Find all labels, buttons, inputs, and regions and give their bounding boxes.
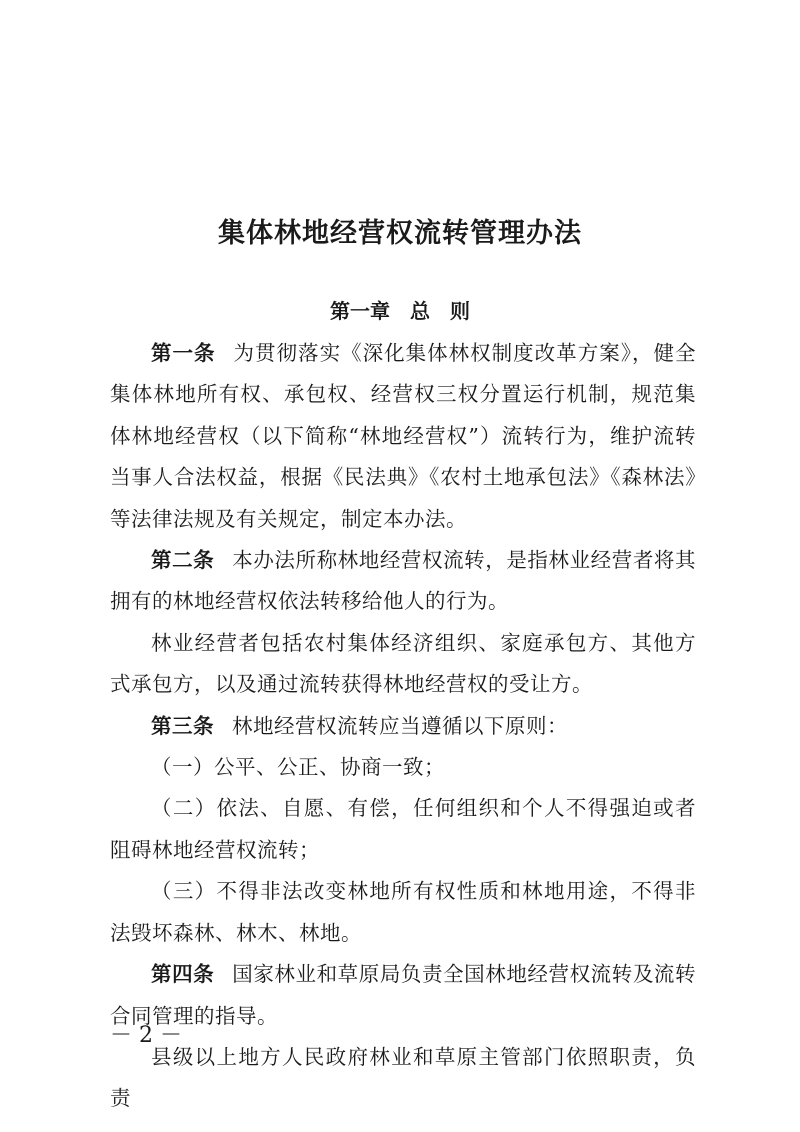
chapter-name: 总 则 [410, 299, 470, 323]
paragraph-text: 林业经营者包括农村集体经济组织、家庭承包方、其他方式承包方，以及通过流转获得林地经营权的受让方。 [110, 630, 696, 697]
paragraph-text: 县级以上地方人民政府林业和草原主管部门依照职责，负责 [110, 1044, 696, 1111]
paragraph-text: 林地经营权流转应当遵循以下原则： [232, 713, 568, 738]
document-title: 集体林地经营权流转管理办法 [218, 218, 582, 249]
article-label: 第四条 [151, 962, 215, 987]
page-number: － 2 － [110, 1023, 182, 1048]
paragraph-4 [110, 706, 696, 747]
chapter-label: 第一章 [330, 299, 390, 323]
document-body [110, 333, 696, 1120]
paragraph-3 [110, 623, 696, 706]
paragraph-text: （三）不得非法改变林地所有权性质和林地用途，不得非法毁坏森林、林木、林地。 [110, 879, 696, 945]
paragraph-7 [110, 871, 696, 954]
article-label: 第二条 [151, 548, 215, 573]
paragraph-text: （一）公平、公正、协商一致； [151, 755, 445, 780]
paragraph-text: 为贯彻落实《深化集体林权制度改革方案》，健全集体林地所有权、承包权、经营权三权分置运行机制，规范集体林地经营权（以下简称“林地经营权”）流转行为，维护流转当事人合法权益，根据《民法典》《农村土地承包法》《森林法》等法律法规及有关规定，制定本办法。 [110, 341, 696, 531]
paragraph-text: 国家林业和草原局负责全国林地经营权流转及流转合同管理的指导。 [110, 962, 696, 1028]
paragraph-5 [110, 747, 696, 788]
article-label: 第三条 [151, 713, 214, 738]
paragraph-8 [110, 954, 696, 1037]
paragraph-9 [110, 1037, 696, 1120]
paragraph-1 [110, 333, 696, 540]
paragraph-text: （二）依法、自愿、有偿，任何组织和个人不得强迫或者阻碍林地经营权流转； [110, 796, 696, 862]
article-label: 第一条 [151, 341, 216, 365]
paragraph-text: 本办法所称林地经营权流转，是指林业经营者将其拥有的林地经营权依法转移给他人的行为。 [110, 548, 696, 614]
paragraph-2 [110, 540, 696, 623]
paragraph-6 [110, 788, 696, 871]
chapter-heading [0, 296, 800, 326]
